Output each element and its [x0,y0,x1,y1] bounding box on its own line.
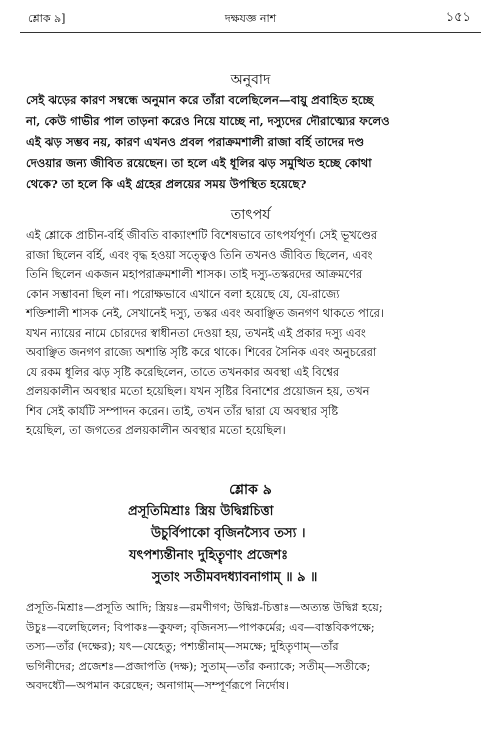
running-title: দক্ষযজ্ঞ নাশ [224,12,277,25]
synonyms-line: তস্য—তাঁর (দক্ষের); যৎ—যেহেতু; পশ্যন্তীনাম্—সমক্ষে; দুহিতৄণাম্—তাঁর [26,640,339,653]
chapter-verse-marker: শ্লোক ৯] [28,12,66,25]
page-number: ১৫১ [445,10,471,25]
verse-line: উচুর্বিপাকো বৃজিনস্যৈব তস্য । [151,526,306,541]
purport-text [26,226,483,441]
translation-text [26,90,483,195]
purport-line: অবাঞ্ছিত জনগণ রাজ্যে অশান্তি সৃষ্টি করে থাকে। শিবের সৈনিক এবং অনুচরেরা [26,345,377,359]
translation-line: দেওয়ার জন্য জীবিত রয়েছেন। তা হলে এই ধূলির ঝড় সমুত্থিত হচ্ছে কোথা [26,156,372,170]
purport-line: কোন সম্ভাবনা ছিল না। পরোক্ষভাবে এখানে বলা হয়েছে যে, যে-রাজ্যে [26,286,340,301]
synonyms-line: প্রসূতি-মিশ্রাঃ—প্রসূতি আদি; স্ত্রিয়ঃ—রমণীগণ; উদ্বিগ্ন-চিত্তাঃ—অত্যন্ত উদ্বিগ্ন হয়ে; [26,601,383,614]
translation-heading: অনুবাদ [230,72,271,88]
purport-heading: তাৎপর্য [230,207,271,223]
purport-line: এই শ্লোকে প্রাচীন-বর্হি জীবতি বাক্যাংশটি বিশেষভাবে তাৎপর্যপূর্ণ। সেই ভূখণ্ডের [26,228,378,242]
purport-line: হয়েছিল, তা জগতের প্রলয়কালীন অবস্থার মতো হয়েছিল। [26,423,286,437]
translation-line: এই ঝড় সম্ভব নয়, কারণ এখনও প্রবল পরাক্রমশালী রাজা বর্হি তাদের দণ্ড [26,135,365,149]
verse-line: সুতাং সতীমবদধ্যাবনাগাম্ ॥ ৯ ॥ [152,570,318,585]
header-rule [20,32,481,33]
purport-line: প্রলয়কালীন অবস্থার মতো হয়েছিল। যখন সৃষ্টির বিনাশের প্রয়োজন হয়, তখন [26,384,370,398]
purport-line: যখন ন্যায়ের নামে চোরদের স্বাধীনতা দেওয়া হয়, তখনই এই প্রকার দস্যু এবং [26,325,366,340]
purport-line: শক্তিশালী শাসক নেই, সেখানেই দস্যু, তস্কর এবং অবাঞ্ছিত জনগণ থাকতে পারে। [26,306,384,320]
synonyms-line: উচুঃ—বলেছিলেন; বিপাকঃ—কুফল; বৃজিনস্য—পাপকর্মের; এব—বাস্তবিকপক্ষে; [26,620,375,634]
verse-heading: শ্লোক ৯ [229,482,272,498]
verse-line: প্রসূতিমিশ্রাঃ স্ত্রিয় উদ্বিগ্নচিত্তা [128,504,274,519]
translation-line: না, কেউ গাভীর পাল তাড়না করেও নিয়ে যাচ্ছে না, দস্যুদের দৌরাত্ম্যের ফলেও [26,114,390,128]
synonyms-line: অবদধ্যৌ—অপমান করেছেন; অনাগাম্—সম্পূর্ণরূপে নির্দোষ। [26,679,290,692]
purport-line: তিনি ছিলেন একজন মহাপরাক্রমশালী শাসক। তাই দস্যু-তস্করদের আক্রমণের [26,267,363,281]
purport-line: যে রকম ধূলির ঝড় সৃষ্টি করেছিলেন, তাতে তখনকার অবস্থা এই বিশ্বের [26,364,340,379]
translation-line: থেকে? তা হলে কি এই গ্রহের প্রলয়ের সময় উপস্থিত হয়েছে? [26,177,307,191]
synonyms-line: ভগিনীদের; প্রজেশঃ—প্রজাপতি (দক্ষ); সুতাম্—তাঁর কন্যাকে; সতীম্—সতীকে; [26,659,371,673]
verse-line: যৎপশ্যন্তীনাং দুহিতৄণাং প্রজেশঃ [129,548,289,563]
purport-line: শিব সেই কার্যটি সম্পাদন করেন। তাই, তখন তাঁর দ্বারা যে অবস্থার সৃষ্টি [26,403,339,418]
purport-line: রাজা ছিলেন বর্হি, এবং বৃদ্ধ হওয়া সত্ত্বেও তিনি তখনও জীবিত ছিলেন, এবং [26,247,373,262]
translation-line: সেই ঝড়ের কারণ সম্বন্ধে অনুমান করে তাঁরা বলেছিলেন—বায়ু প্রবাহিত হচ্ছে [26,93,374,107]
page-header [20,6,481,26]
sanskrit-verse [0,501,501,589]
word-for-word-synonyms [26,598,483,696]
